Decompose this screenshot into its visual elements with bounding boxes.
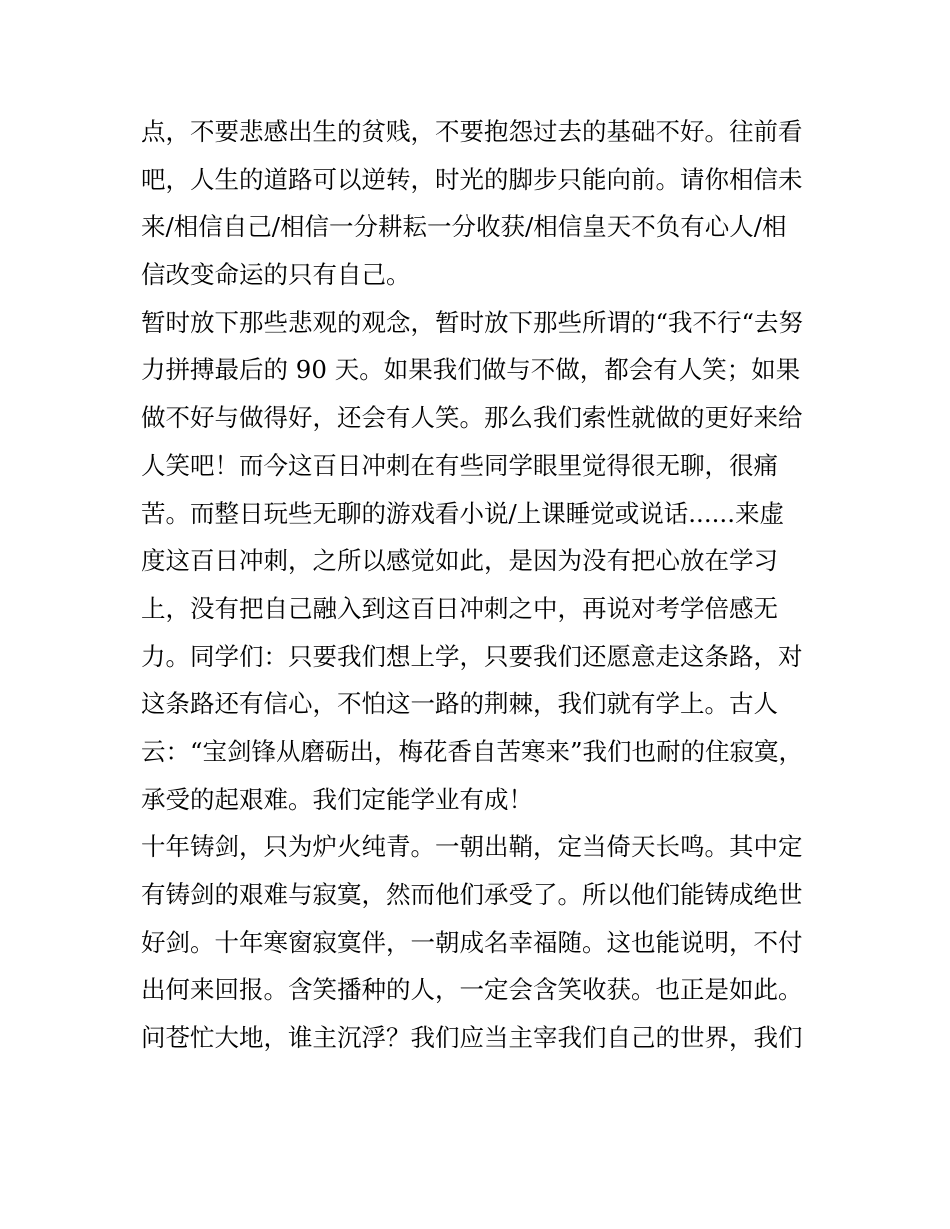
text-line: 好剑。十年寒窗寂寞伴，一朝成名幸福随。这也能说明，不付	[141, 927, 803, 957]
text-line: 问苍忙大地，谁主沉浮？我们应当主宰我们自己的世界，我们	[141, 1023, 803, 1053]
text-line: 度这百日冲刺，之所以感觉如此，是因为没有把心放在学习	[141, 546, 778, 576]
text-line: 点，不要悲感出生的贫贱，不要抱怨过去的基础不好。往前看	[141, 117, 803, 146]
text-line: 这条路还有信心，不怕这一路的荆棘，我们就有学上。古人	[141, 689, 778, 719]
text-line: 暂时放下那些悲观的观念，暂时放下那些所谓的“我不行“去努	[141, 307, 804, 337]
text-line: 上，没有把自己融入到这百日冲刺之中，再说对考学倍感无	[141, 593, 778, 623]
text-line: 云：“宝剑锋从磨砺出，梅花香自苦寒来”我们也耐的住寂寞，	[141, 736, 804, 766]
text-line: 做不好与做得好，还会有人笑。那么我们索性就做的更好来给	[141, 403, 803, 433]
text-line: 信改变命运的只有自己。	[141, 260, 411, 290]
text-line: 力拼搏最后的 90 天。如果我们做与不做，都会有人笑；如果	[141, 355, 801, 385]
text-line: 有铸剑的艰难与寂寞，然而他们承受了。所以他们能铸成绝世	[141, 880, 803, 909]
text-line: 苦。而整日玩些无聊的游戏看小说/上课睡觉或说话......来虚	[141, 498, 784, 528]
body-text	[141, 108, 821, 1062]
text-line: 出何来回报。含笑播种的人，一定会含笑收获。也正是如此。	[141, 975, 803, 1005]
text-line: 力。同学们：只要我们想上学，只要我们还愿意走这条路，对	[141, 641, 803, 671]
text-line: 承受的起艰难。我们定能学业有成！	[141, 784, 533, 814]
text-line: 吧，人生的道路可以逆转，时光的脚步只能向前。请你相信未	[141, 164, 803, 194]
text-line: 人笑吧！而今这百日冲刺在有些同学眼里觉得很无聊，很痛	[141, 450, 778, 480]
text-line: 十年铸剑，只为炉火纯青。一朝出鞘，定当倚天长鸣。其中定	[141, 832, 803, 862]
text-line: 来/相信自己/相信一分耕耘一分收获/相信皇天不负有心人/相	[141, 212, 787, 242]
